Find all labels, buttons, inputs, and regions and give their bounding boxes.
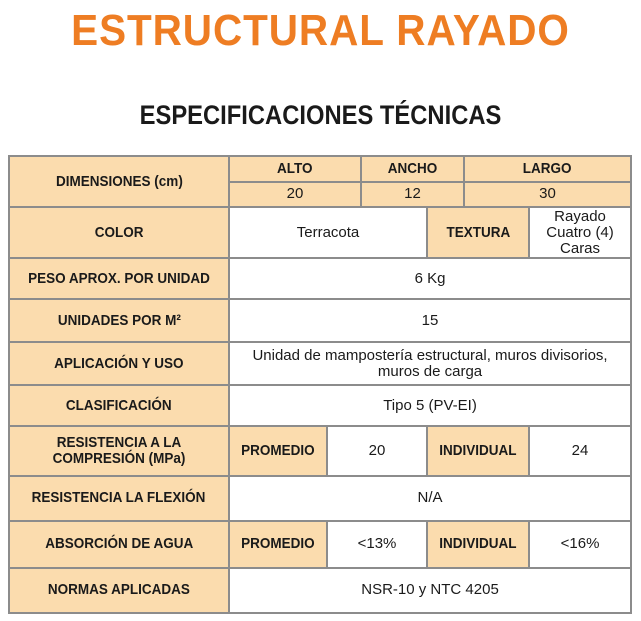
dimension-value-ancho: 12 bbox=[361, 182, 464, 208]
texture-label: TEXTURA bbox=[427, 207, 529, 258]
compression-average-value: 20 bbox=[327, 426, 427, 475]
classification-label: CLASIFICACIÓN bbox=[9, 385, 229, 426]
classification-value: Tipo 5 (PV-EI) bbox=[229, 385, 631, 426]
color-label: COLOR bbox=[9, 207, 229, 258]
table-row-classification bbox=[9, 385, 631, 426]
absorption-average-label: PROMEDIO bbox=[229, 521, 327, 568]
weight-value: 6 Kg bbox=[229, 258, 631, 299]
color-value: Terracota bbox=[229, 207, 427, 258]
application-value: Unidad de mampostería estructural, muros divisorios, muros de carga bbox=[229, 342, 631, 385]
table-row-color bbox=[9, 207, 631, 258]
units-value: 15 bbox=[229, 299, 631, 342]
compression-label: RESISTENCIA A LA COMPRESIÓN (MPa) bbox=[9, 426, 229, 475]
dimension-header-alto: ALTO bbox=[229, 156, 361, 182]
dimension-value-alto: 20 bbox=[229, 182, 361, 208]
table-row-dimensions-header bbox=[9, 156, 631, 182]
table-row-absorption bbox=[9, 521, 631, 568]
absorption-average-value: <13% bbox=[327, 521, 427, 568]
compression-individual-label: INDIVIDUAL bbox=[427, 426, 529, 475]
norms-label: NORMAS APLICADAS bbox=[9, 568, 229, 613]
table-row-flexion bbox=[9, 476, 631, 521]
units-label: UNIDADES POR M² bbox=[9, 299, 229, 342]
weight-label: PESO APROX. POR UNIDAD bbox=[9, 258, 229, 299]
page-title: ESTRUCTURAL RAYADO bbox=[71, 6, 570, 55]
texture-value: Rayado Cuatro (4) Caras bbox=[529, 207, 631, 258]
flexion-label: RESISTENCIA LA FLEXIÓN bbox=[9, 476, 229, 521]
dimensions-label: DIMENSIONES (cm) bbox=[9, 156, 229, 207]
table-row-units bbox=[9, 299, 631, 342]
section-subtitle: ESPECIFICACIONES TÉCNICAS bbox=[139, 100, 502, 130]
dimension-header-ancho: ANCHO bbox=[361, 156, 464, 182]
application-label: APLICACIÓN Y USO bbox=[9, 342, 229, 385]
spec-table bbox=[8, 155, 632, 614]
absorption-individual-label: INDIVIDUAL bbox=[427, 521, 529, 568]
table-row-weight bbox=[9, 258, 631, 299]
flexion-value: N/A bbox=[229, 476, 631, 521]
absorption-individual-value: <16% bbox=[529, 521, 631, 568]
table-row-application bbox=[9, 342, 631, 385]
dimension-value-largo: 30 bbox=[464, 182, 631, 208]
compression-individual-value: 24 bbox=[529, 426, 631, 475]
table-row-compression bbox=[9, 426, 631, 475]
norms-value: NSR-10 y NTC 4205 bbox=[229, 568, 631, 613]
table-row-norms bbox=[9, 568, 631, 613]
compression-average-label: PROMEDIO bbox=[229, 426, 327, 475]
absorption-label: ABSORCIÓN DE AGUA bbox=[9, 521, 229, 568]
dimension-header-largo: LARGO bbox=[464, 156, 631, 182]
